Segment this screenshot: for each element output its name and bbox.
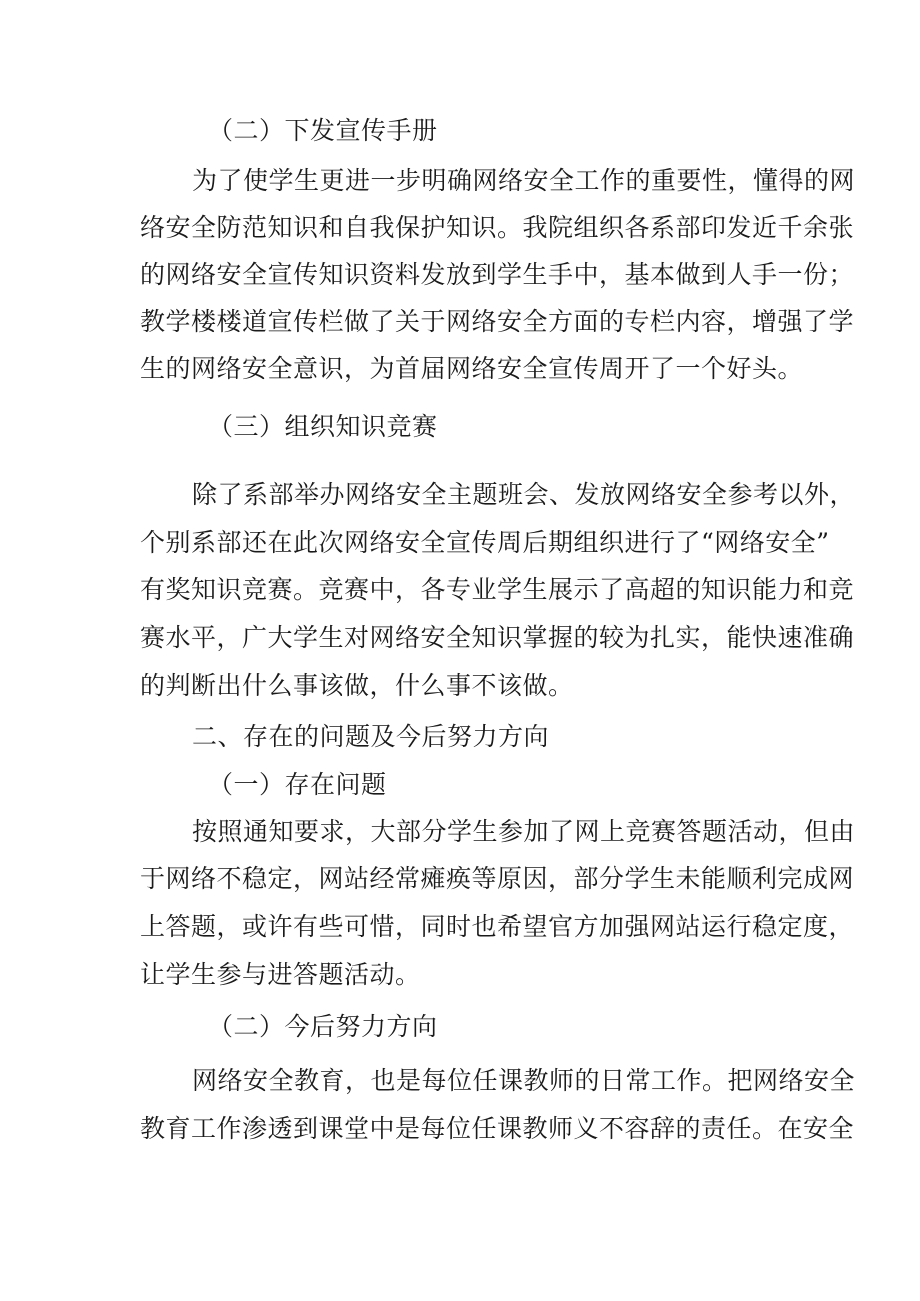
paragraph-line: 的判断出什么事该做，什么事不该做。	[140, 671, 574, 700]
paragraph-line: 按照通知要求，大部分学生参加了网上竞赛答题活动，但由	[192, 817, 856, 846]
paragraph-line: 教学楼楼道宣传栏做了关于网络安全方面的专栏内容，增强了学	[140, 307, 855, 336]
section-heading-distribute-brochures: （二）下发宣传手册	[208, 116, 438, 145]
section-heading-future-direction: （二）今后努力方向	[208, 1012, 438, 1041]
paragraph-line: 个别系部还在此次网络安全宣传周后期组织进行了“网络安全”	[140, 528, 830, 557]
paragraph-line: 教育工作渗透到课堂中是每位任课教师义不容辞的责任。在安全	[140, 1114, 855, 1143]
paragraph-line: 上答题，或许有些可惜，同时也希望官方加强网站运行稳定度，	[140, 912, 855, 941]
paragraph-line: 的网络安全宣传知识资料发放到学生手中，基本做到人手一份；	[140, 260, 855, 289]
paragraph-line: 除了系部举办网络安全主题班会、发放网络安全参考以外，	[192, 480, 856, 509]
section-heading-existing-problems: （一）存在问题	[208, 770, 387, 799]
chapter-heading-problems-and-direction: 二、存在的问题及今后努力方向	[192, 722, 550, 751]
section-heading-knowledge-contest: （三）组织知识竞赛	[208, 412, 438, 441]
paragraph-line: 为了使学生更进一步明确网络安全工作的重要性，懂得的网	[192, 166, 856, 195]
paragraph-line: 生的网络安全意识，为首届网络安全宣传周开了一个好头。	[140, 354, 804, 383]
paragraph-line: 有奖知识竞赛。竞赛中，各专业学生展示了高超的知识能力和竞	[140, 575, 855, 604]
paragraph-line: 网络安全教育，也是每位任课教师的日常工作。把网络安全	[192, 1066, 856, 1095]
paragraph-line: 络安全防范知识和自我保护知识。我院组织各系部印发近千余张	[140, 213, 855, 242]
paragraph-line: 于网络不稳定，网站经常瘫痪等原因，部分学生未能顺利完成网	[140, 864, 855, 893]
paragraph-line: 赛水平，广大学生对网络安全知识掌握的较为扎实，能快速准确	[140, 623, 855, 652]
paragraph-line: 让学生参与进答题活动。	[140, 960, 421, 989]
